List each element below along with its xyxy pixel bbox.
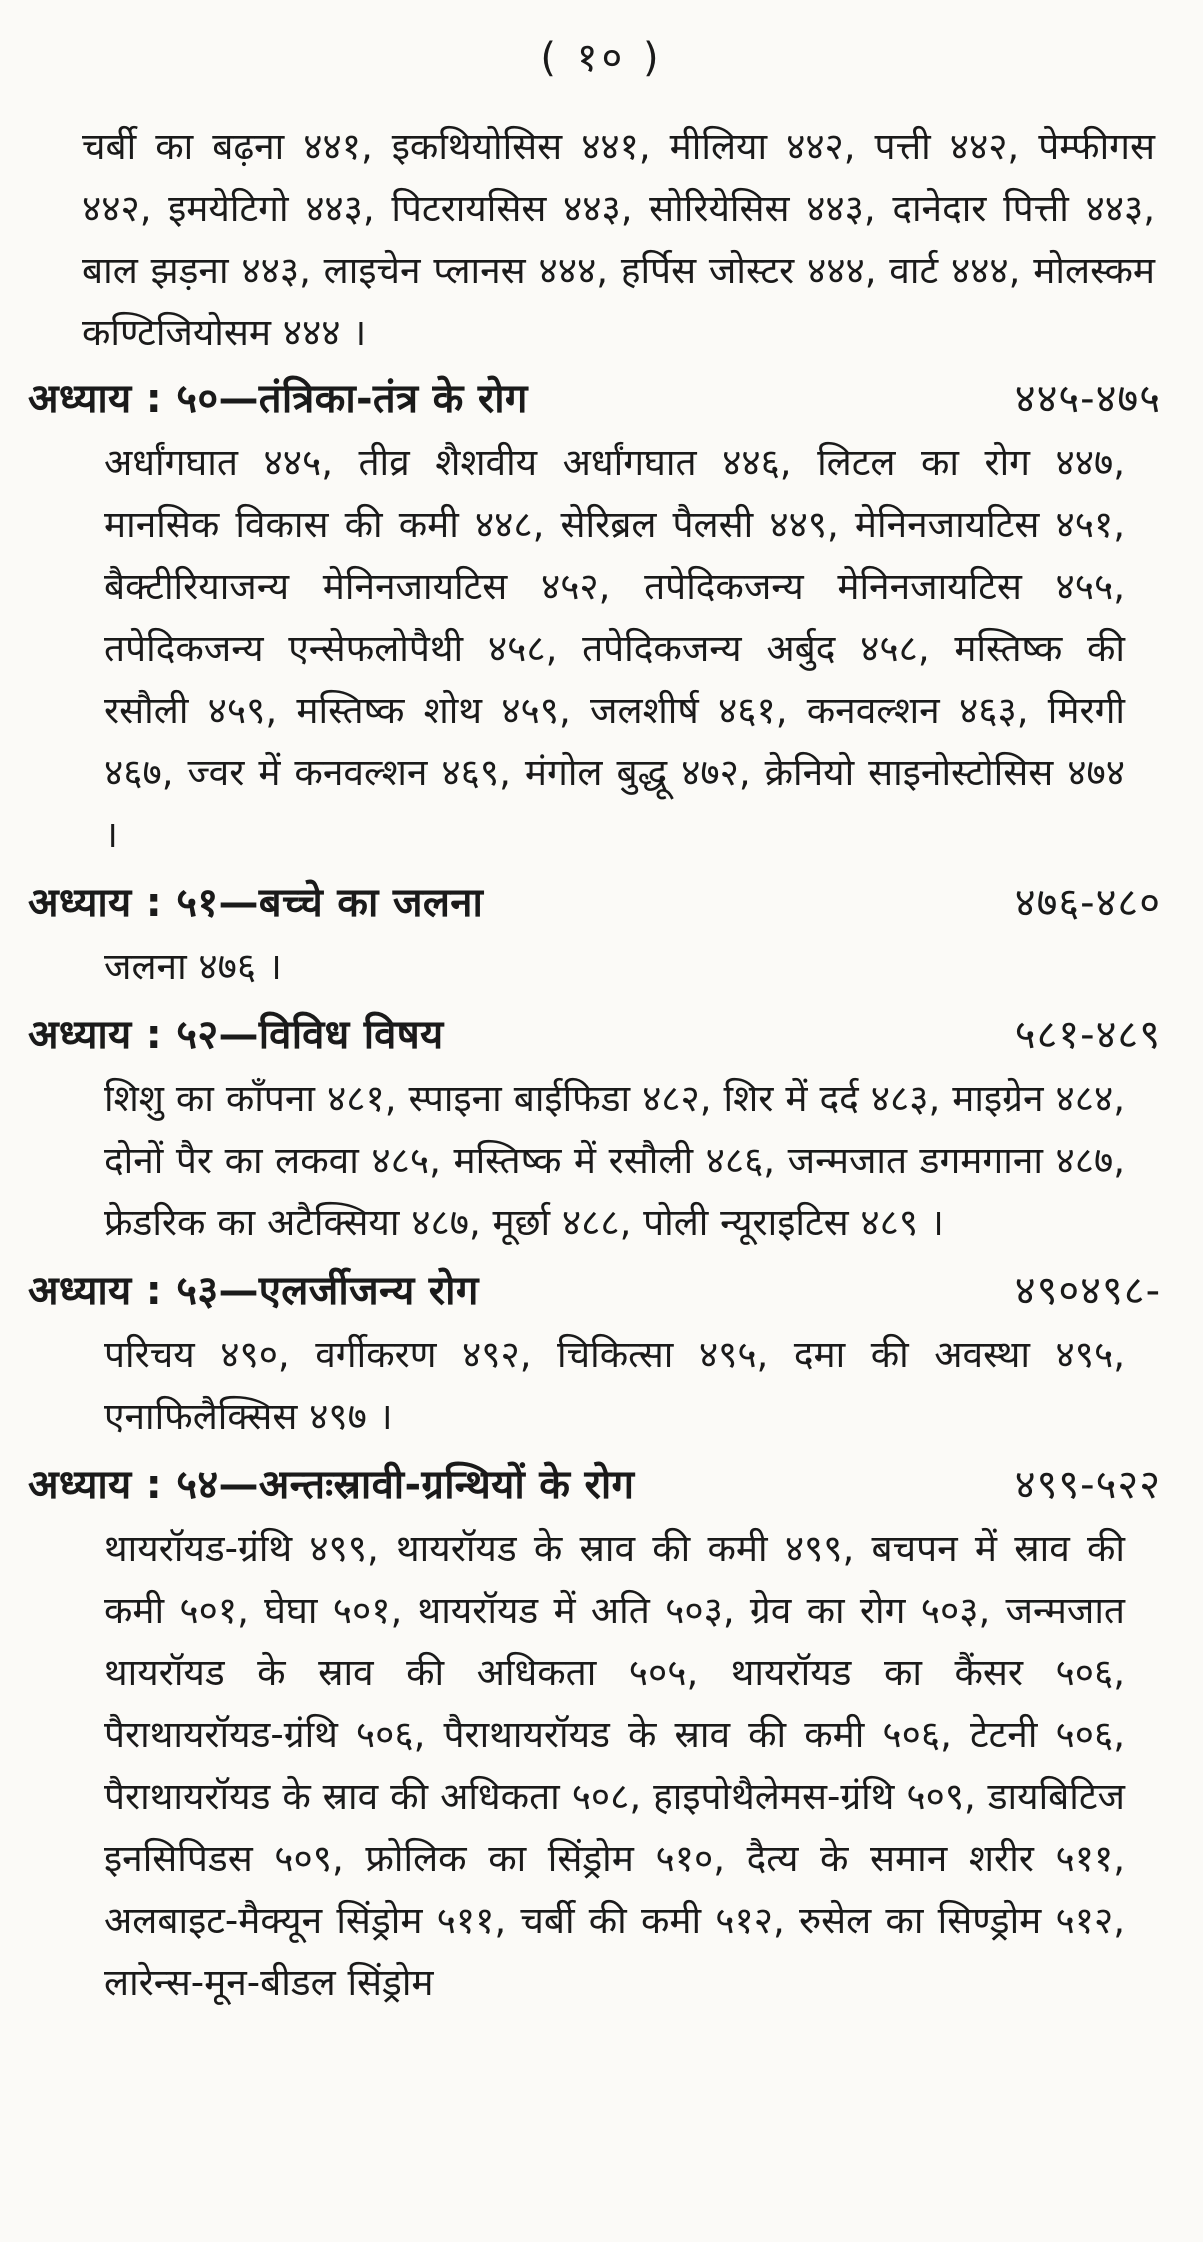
- chapter-title: अध्याय : ५०—तंत्रिका-तंत्र के रोग: [28, 376, 528, 422]
- chapter-title: अध्याय : ५४—अन्तःस्रावी-ग्रन्थियों के रोग: [28, 1462, 635, 1508]
- chapter-topics: जलना ४७६ ।: [104, 945, 282, 988]
- chapter-page-range: ४७६-४८०: [1014, 880, 1161, 926]
- chapter-page-range: ४९९-५२२: [1014, 1462, 1161, 1508]
- chapter-page-range: ४९०४९८-: [1014, 1268, 1161, 1314]
- chapter-title: अध्याय : ५३—एलर्जीजन्य रोग: [28, 1268, 479, 1314]
- chapter-heading: [28, 870, 1175, 936]
- chapter-51: [28, 870, 1175, 998]
- chapter-heading: [28, 366, 1175, 432]
- lead-paragraph: चर्बी का बढ़ना ४४१, इकथियोसिस ४४१, मीलिया ४४२, पत्ती ४४२, पेम्फीगस ४४२, इमयेटिगो ४४३, पिटरायसिस ४४३, सोरियेसिस ४४३, दानेदार पित्ती ४४३, बाल झड़ना ४४३, लाइचेन प्लानस ४४४, हर्पिस जोस्टर ४४४, वार्ट ४४४, मोलस्कम कण्टिजियोसम ४४४ ।: [82, 125, 1155, 354]
- chapter-54: [28, 1452, 1175, 2014]
- chapter-topics: अर्धांगघात ४४५, तीव्र शैशवीय अर्धांगघात ४४६, लिटल का रोग ४४७, मानसिक विकास की कमी ४४८, सेरिब्रल पैलसी ४४९, मेनिनजायटिस ४५१, बैक्टीरियाजन्य मेनिनजायटिस ४५२, तपेदिकजन्य मेनिनजायटिस ४५५, तपेदिकजन्य एन्सेफलोपैथी ४५८, तपेदिकजन्य अर्बुद ४५८, मस्तिष्क की रसौली ४५९, मस्तिष्क शोथ ४५९, जलशीर्ष ४६१, कनवल्शन ४६३, मिरगी ४६७, ज्वर में कनवल्शन ४६९, मंगोल बुद्धू ४७२, क्रेनियो साइनोस्टोसिस ४७४ ।: [104, 441, 1125, 856]
- page-number: ( १० ): [540, 35, 663, 81]
- chapter-page-range: ५८१-४८९: [1014, 1012, 1161, 1058]
- chapter-52: [28, 1002, 1175, 1254]
- chapter-page-range: ४४५-४७५: [1014, 376, 1161, 422]
- chapter-topics: थायरॉयड-ग्रंथि ४९९, थायरॉयड के स्राव की कमी ४९९, बचपन में स्राव की कमी ५०१, घेघा ५०१, थायरॉयड में अति ५०३, ग्रेव का रोग ५०३, जन्मजात थायरॉयड के स्राव की अधिकता ५०५, थायरॉयड का कैंसर ५०६, पैराथायरॉयड-ग्रंथि ५०६, पैराथायरॉयड के स्राव की कमी ५०६, टेटनी ५०६, पैराथायरॉयड के स्राव की अधिकता ५०८, हाइपोथैलेमस-ग्रंथि ५०९, डायबिटिज इनसिपिडस ५०९, फ्रोलिक का सिंड्रोम ५१०, दैत्य के समान शरीर ५११, अलबाइट-मैक्यून सिंड्रोम ५११, चर्बी की कमी ५१२, रुसेल का सिण्ड्रोम ५१२, लारेन्स-मून-बीडल सिंड्रोम: [104, 1527, 1125, 2004]
- chapter-heading: [28, 1258, 1175, 1324]
- chapter-heading: [28, 1452, 1175, 1518]
- chapter-50: [28, 366, 1175, 866]
- chapter-heading: [28, 1002, 1175, 1068]
- chapter-topics: परिचय ४९०, वर्गीकरण ४९२, चिकित्सा ४९५, दमा की अवस्था ४९५, एनाफिलैक्सिस ४९७ ।: [104, 1333, 1125, 1438]
- chapter-title: अध्याय : ५१—बच्चे का जलना: [28, 880, 484, 926]
- chapter-title: अध्याय : ५२—विविध विषय: [28, 1012, 444, 1058]
- chapter-53: [28, 1258, 1175, 1448]
- chapter-topics: शिशु का काँपना ४८१, स्पाइना बाईफिडा ४८२, शिर में दर्द ४८३, माइग्रेन ४८४, दोनों पैर का लकवा ४८५, मस्तिष्क में रसौली ४८६, जन्मजात डगमगाना ४८७, फ्रेडरिक का अटैक्सिया ४८७, मूर्छा ४८८, पोली न्यूराइटिस ४८९ ।: [104, 1077, 1125, 1244]
